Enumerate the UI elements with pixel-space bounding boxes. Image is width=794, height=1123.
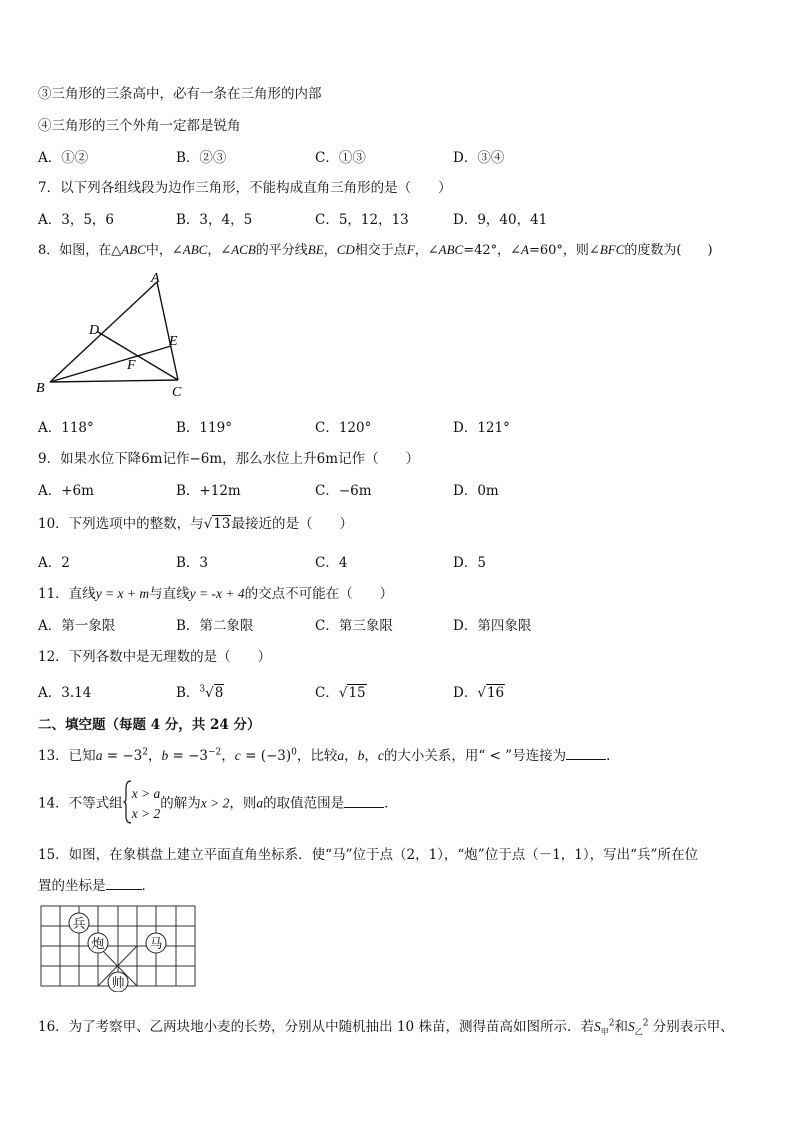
option-c[interactable]: C．−6m <box>315 483 372 499</box>
question-14: 14．不等式组x > a x > 2的解为x > 2，则a的取值范围是 ． <box>38 780 398 828</box>
options-9 <box>38 479 758 499</box>
question-9: 9．如果水位下降6m记作−6m，那么水位上升6m记作（ ） <box>38 451 420 467</box>
question-15-line1: 15．如图，在象棋盘上建立平面直角坐标系．使“马”位于点（2，1），“炮”位于点（－1，1），写出“兵”所在位 <box>38 847 698 863</box>
option-a[interactable]: A．3.14 <box>38 685 92 701</box>
question-16: 16．为了考察甲、乙两块地小麦的长势，分别从中随机抽出 10 株苗，测得苗高如图所示．若$S_甲^2$和$S_乙^2$ 分别表示甲、 <box>38 1018 734 1037</box>
statement-4: ④三角形的三个外角一定都是锐角 <box>38 118 241 134</box>
section-heading: 二、填空题（每题 4 分，共 24 分） <box>38 717 261 733</box>
question-13: 13．已知$a = -3^2$，$b = -3^{-2}$，$c = (-3)^0$，比较a，b，c的大小关系，用“ < ”号连接为 ． <box>38 747 620 764</box>
label-e: E <box>169 334 178 349</box>
option-d[interactable]: D．③④ <box>453 150 505 166</box>
label-a: A <box>151 271 160 286</box>
option-a[interactable]: A．第一象限 <box>38 618 116 634</box>
sqrt-radicand: 13 <box>213 516 231 532</box>
options-8 <box>38 416 758 436</box>
options-10 <box>38 551 758 571</box>
option-b[interactable]: B．第二象限 <box>176 618 254 634</box>
piece-ma-label: 马 <box>149 936 163 951</box>
option-c[interactable]: C．4 <box>315 555 348 571</box>
segment-bc <box>50 380 178 382</box>
option-a[interactable]: A．+6m <box>38 483 94 499</box>
segment-ac <box>157 282 178 380</box>
triangle-figure <box>30 268 200 403</box>
options-11 <box>38 614 758 634</box>
option-c[interactable]: C．第三象限 <box>315 618 393 634</box>
option-c[interactable]: C．√15 <box>315 685 366 701</box>
option-d[interactable]: D．√16 <box>453 685 505 701</box>
statement-3: ③三角形的三条高中，必有一条在三角形的内部 <box>38 86 322 102</box>
option-c[interactable]: C．120° <box>315 420 372 436</box>
question-15-line2: 置的坐标是 ． <box>38 878 155 894</box>
inequality-system: x > a x > 2 <box>131 786 161 821</box>
segment-be <box>50 346 171 382</box>
brace-icon <box>123 780 132 828</box>
piece-pao-label: 炮 <box>91 936 105 951</box>
question-7: 7．以下列各组线段为边作三角形，不能构成直角三角形的是（ ） <box>38 180 452 196</box>
option-b[interactable]: B．3，4，5 <box>176 212 253 228</box>
option-d[interactable]: D．9，40，41 <box>453 212 548 228</box>
option-d[interactable]: D．121° <box>453 420 510 436</box>
option-b[interactable]: B．119° <box>176 420 232 436</box>
label-f: F <box>127 358 136 373</box>
label-b: B <box>36 381 45 396</box>
option-a[interactable]: A．①② <box>38 150 89 166</box>
piece-bing-label: 兵 <box>72 916 86 931</box>
piece-shuai-label: 帅 <box>111 975 125 990</box>
option-d[interactable]: D．5 <box>453 555 486 571</box>
option-d[interactable]: D．第四象限 <box>453 618 532 634</box>
option-b[interactable]: B．3 <box>176 555 209 571</box>
segment-ab <box>50 282 157 382</box>
question-8: 8．如图，在△ABC中，∠ABC，∠ACB的平分线BE，CD相交于点F，∠ABC=42°，∠A=60°，则∠BFC的度数为( ) <box>38 242 713 258</box>
options-7 <box>38 208 758 228</box>
label-d: D <box>89 323 100 338</box>
option-a[interactable]: A．2 <box>38 555 70 571</box>
answer-blank[interactable] <box>106 889 142 890</box>
question-12: 12．下列各数中是无理数的是（ ） <box>38 649 272 665</box>
options-prev <box>38 146 758 166</box>
option-b[interactable]: B．$^3$√8 <box>176 684 224 701</box>
label-c: C <box>172 385 182 400</box>
question-11: 11．直线y = x + m与直线y = -x + 4的交点不可能在（ ） <box>38 586 394 602</box>
answer-blank[interactable] <box>344 807 384 808</box>
option-b[interactable]: B．+12m <box>176 483 241 499</box>
option-c[interactable]: C．5，12，13 <box>315 212 409 228</box>
answer-blank[interactable] <box>566 759 606 760</box>
option-a[interactable]: A．118° <box>38 420 94 436</box>
chess-board-figure <box>40 902 200 992</box>
option-d[interactable]: D．0m <box>453 483 499 499</box>
option-a[interactable]: A．3，5，6 <box>38 212 115 228</box>
question-10: 10．下列选项中的整数，与√13最接近的是（ ） <box>38 516 353 532</box>
option-b[interactable]: B．②③ <box>176 150 227 166</box>
segment-cd <box>98 332 178 380</box>
option-c[interactable]: C．①③ <box>315 150 366 166</box>
options-12 <box>38 681 758 701</box>
